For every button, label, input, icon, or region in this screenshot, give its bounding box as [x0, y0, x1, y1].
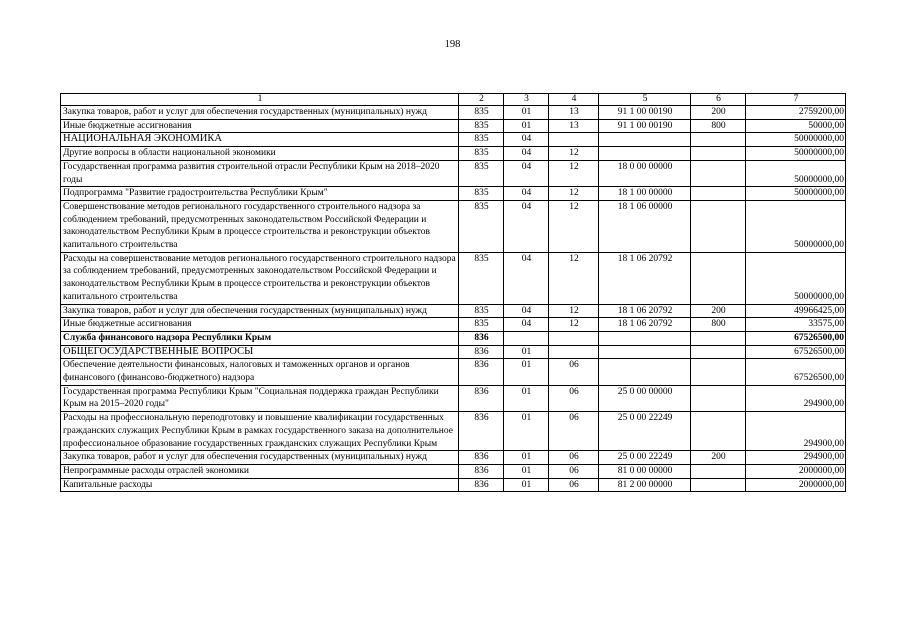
amount: 294900,00 — [746, 412, 846, 451]
subsection-code: 06 — [549, 412, 599, 451]
amount: 50000000,00 — [746, 133, 846, 147]
admin-code: 835 — [459, 318, 504, 332]
subsection-code: 13 — [549, 106, 599, 120]
target-article-code: 18 1 00 00000 — [599, 187, 691, 201]
amount: 50000000,00 — [746, 147, 846, 161]
target-article-code: 81 0 00 00000 — [599, 464, 691, 478]
table-row — [61, 304, 846, 318]
section-code — [504, 331, 549, 345]
column-header: 2 — [459, 94, 504, 106]
admin-code: 836 — [459, 464, 504, 478]
subsection-code: 12 — [549, 147, 599, 161]
table-row — [61, 147, 846, 161]
subsection-code: 06 — [549, 451, 599, 465]
table-row — [61, 412, 846, 451]
admin-code: 836 — [459, 345, 504, 359]
table-row — [61, 187, 846, 201]
section-code: 04 — [504, 133, 549, 147]
target-article-code: 25 0 00 00000 — [599, 385, 691, 411]
section-code: 04 — [504, 304, 549, 318]
admin-code: 835 — [459, 106, 504, 120]
section-code: 04 — [504, 200, 549, 252]
section-code: 01 — [504, 451, 549, 465]
row-description: Служба финансового надзора Республики Крым — [61, 331, 459, 345]
section-code: 04 — [504, 318, 549, 332]
admin-code: 835 — [459, 147, 504, 161]
admin-code: 835 — [459, 200, 504, 252]
column-header: 5 — [599, 94, 691, 106]
expense-type-code — [691, 252, 746, 304]
admin-code: 836 — [459, 478, 504, 492]
row-description: Закупка товаров, работ и услуг для обеспечения государственных (муниципальных) нужд — [61, 106, 459, 120]
admin-code: 836 — [459, 331, 504, 345]
table-row — [61, 200, 846, 252]
expense-type-code — [691, 133, 746, 147]
target-article-code: 18 1 06 20792 — [599, 304, 691, 318]
target-article-code — [599, 359, 691, 385]
section-code: 04 — [504, 160, 549, 186]
expense-type-code — [691, 160, 746, 186]
amount: 2000000,00 — [746, 478, 846, 492]
subsection-code: 06 — [549, 478, 599, 492]
target-article-code — [599, 331, 691, 345]
subsection-code — [549, 345, 599, 359]
subsection-code: 06 — [549, 464, 599, 478]
section-code: 04 — [504, 147, 549, 161]
row-description: Закупка товаров, работ и услуг для обеспечения государственных (муниципальных) нужд — [61, 304, 459, 318]
table-row — [61, 331, 846, 345]
row-description: Непрограммные расходы отраслей экономики — [61, 464, 459, 478]
target-article-code: 91 1 00 00190 — [599, 106, 691, 120]
section-code: 01 — [504, 464, 549, 478]
expense-type-code: 200 — [691, 304, 746, 318]
row-description: Государственная программа развития строительной отрасли Республики Крым на 2018–2020 годы — [61, 160, 459, 186]
amount: 294900,00 — [746, 451, 846, 465]
amount: 2000000,00 — [746, 464, 846, 478]
expense-type-code: 800 — [691, 318, 746, 332]
section-code: 01 — [504, 412, 549, 451]
admin-code: 836 — [459, 412, 504, 451]
target-article-code: 18 1 06 20792 — [599, 252, 691, 304]
table-row — [61, 106, 846, 120]
subsection-code: 12 — [549, 200, 599, 252]
page-number: 198 — [444, 39, 461, 50]
amount: 50000000,00 — [746, 200, 846, 252]
row-description: Иные бюджетные ассигнования — [61, 119, 459, 133]
target-article-code: 81 2 00 00000 — [599, 478, 691, 492]
amount: 50000000,00 — [746, 252, 846, 304]
amount: 294900,00 — [746, 385, 846, 411]
amount: 50000,00 — [746, 119, 846, 133]
table-row — [61, 345, 846, 359]
subsection-code: 06 — [549, 359, 599, 385]
admin-code: 835 — [459, 119, 504, 133]
amount: 67526500,00 — [746, 345, 846, 359]
admin-code: 836 — [459, 359, 504, 385]
subsection-code: 12 — [549, 160, 599, 186]
subsection-code: 12 — [549, 304, 599, 318]
expense-type-code — [691, 147, 746, 161]
table-row — [61, 318, 846, 332]
column-header: 6 — [691, 94, 746, 106]
table-row — [61, 160, 846, 186]
expense-type-code — [691, 464, 746, 478]
admin-code: 835 — [459, 252, 504, 304]
subsection-code — [549, 331, 599, 345]
table-row — [61, 385, 846, 411]
target-article-code — [599, 147, 691, 161]
section-code: 01 — [504, 106, 549, 120]
expense-type-code: 800 — [691, 119, 746, 133]
admin-code: 835 — [459, 304, 504, 318]
expense-type-code — [691, 359, 746, 385]
section-code: 01 — [504, 385, 549, 411]
column-header: 7 — [746, 94, 846, 106]
target-article-code: 18 0 00 00000 — [599, 160, 691, 186]
target-article-code: 25 0 00 22249 — [599, 412, 691, 451]
target-article-code — [599, 345, 691, 359]
section-code: 01 — [504, 345, 549, 359]
amount: 50000000,00 — [746, 187, 846, 201]
expense-type-code — [691, 187, 746, 201]
admin-code: 835 — [459, 133, 504, 147]
expense-type-code: 200 — [691, 451, 746, 465]
section-code: 04 — [504, 187, 549, 201]
target-article-code: 18 1 06 00000 — [599, 200, 691, 252]
budget-table — [60, 93, 846, 492]
row-description: Обеспечение деятельности финансовых, налоговых и таможенных органов и органов финансового (финансово-бюджетного) надзора — [61, 359, 459, 385]
section-code: 01 — [504, 478, 549, 492]
table-row — [61, 133, 846, 147]
admin-code: 836 — [459, 385, 504, 411]
section-code: 01 — [504, 359, 549, 385]
table-row — [61, 252, 846, 304]
row-description: Расходы на совершенствование методов регионального государственного строительного надзора за соблюдением требований, предусмотренных законодательством Российской Федерации и законодательством Республики Крым в процессе строительства и реконструкции объектов капитального строительства — [61, 252, 459, 304]
column-header: 4 — [549, 94, 599, 106]
admin-code: 835 — [459, 187, 504, 201]
subsection-code: 12 — [549, 187, 599, 201]
row-description: Закупка товаров, работ и услуг для обеспечения государственных (муниципальных) нужд — [61, 451, 459, 465]
table-row — [61, 464, 846, 478]
column-header: 1 — [61, 94, 459, 106]
table-row — [61, 478, 846, 492]
row-description: Расходы на профессиональную переподготовку и повышение квалификации государственных гражданских служащих Республики Крым в рамках государственного заказа на дополнительное профессиональное образование государственных гражданских служащих Республики Крым — [61, 412, 459, 451]
subsection-code: 12 — [549, 318, 599, 332]
admin-code: 835 — [459, 160, 504, 186]
amount: 2759200,00 — [746, 106, 846, 120]
row-description: Иные бюджетные ассигнования — [61, 318, 459, 332]
expense-type-code — [691, 331, 746, 345]
table-header-row — [61, 94, 846, 106]
subsection-code — [549, 133, 599, 147]
amount: 50000000,00 — [746, 160, 846, 186]
section-code: 01 — [504, 119, 549, 133]
amount: 67526500,00 — [746, 331, 846, 345]
amount: 67526500,00 — [746, 359, 846, 385]
subsection-code: 12 — [549, 252, 599, 304]
expense-type-code — [691, 385, 746, 411]
target-article-code — [599, 133, 691, 147]
row-description: Другие вопросы в области национальной экономики — [61, 147, 459, 161]
expense-type-code: 200 — [691, 106, 746, 120]
subsection-code: 06 — [549, 385, 599, 411]
amount: 33575,00 — [746, 318, 846, 332]
expense-type-code — [691, 412, 746, 451]
column-header: 3 — [504, 94, 549, 106]
amount: 49966425,00 — [746, 304, 846, 318]
target-article-code: 91 1 00 00190 — [599, 119, 691, 133]
expense-type-code — [691, 345, 746, 359]
row-description: Совершенствование методов регионального государственного строительного надзора за соблюдением требований, предусмотренных законодательством Российской Федерации и законодательством Республики Крым в процессе строительства и реконструкции объектов капитального строительства — [61, 200, 459, 252]
row-description: Государственная программа Республики Крым "Социальная поддержка граждан Республики Крым на 2015–2020 годы" — [61, 385, 459, 411]
row-description: Капитальные расходы — [61, 478, 459, 492]
row-description: Подпрограмма "Развитие градостроительства Республики Крым" — [61, 187, 459, 201]
row-description: ОБЩЕГОСУДАРСТВЕННЫЕ ВОПРОСЫ — [61, 345, 459, 359]
subsection-code: 13 — [549, 119, 599, 133]
table-row — [61, 359, 846, 385]
row-description: НАЦИОНАЛЬНАЯ ЭКОНОМИКА — [61, 133, 459, 147]
target-article-code: 18 1 06 20792 — [599, 318, 691, 332]
table-row — [61, 451, 846, 465]
target-article-code: 25 0 00 22249 — [599, 451, 691, 465]
expense-type-code — [691, 200, 746, 252]
section-code: 04 — [504, 252, 549, 304]
expense-type-code — [691, 478, 746, 492]
admin-code: 836 — [459, 451, 504, 465]
table-row — [61, 119, 846, 133]
